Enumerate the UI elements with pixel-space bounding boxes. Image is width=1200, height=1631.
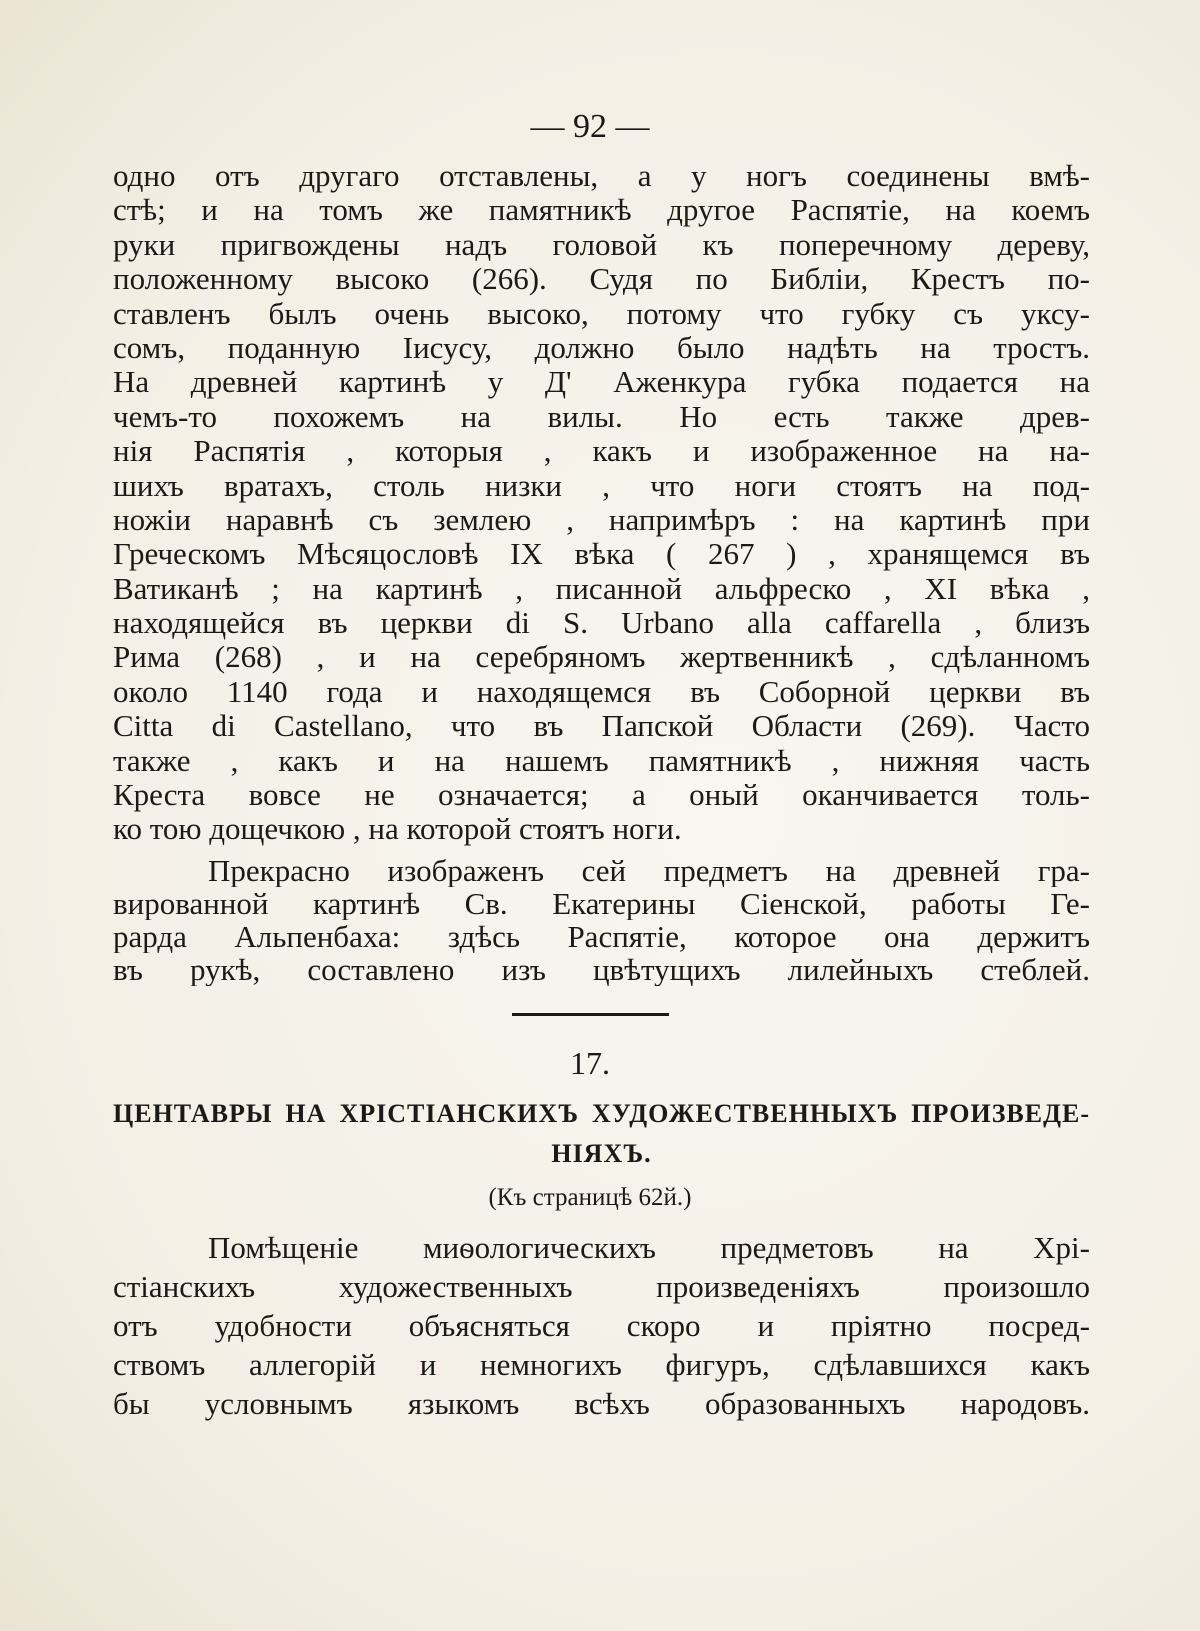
section-title-line-1: ЦЕНТАВРЫ НА ХРІСТІАНСКИХЪ ХУДОЖЕСТВЕННЫХЪ ПРОИЗВЕДЕ- <box>113 1099 1090 1128</box>
text-line: положенному высоко (266). Судя по Библіи, Крестъ по- <box>113 262 1090 297</box>
text-line: около 1140 года и находящемся въ Соборной церкви въ <box>113 674 1090 709</box>
paragraph-3 <box>113 1228 1090 1423</box>
section-title-line-2: НІЯХЪ. <box>551 1139 652 1168</box>
text-line: На древней картинѣ у Д' Аженкура губка подается на <box>113 365 1090 400</box>
text-line: нія Распятія , которыя , какъ и изображенное на на- <box>113 434 1090 469</box>
text-line: Креста вовсе не означается; а оный оканчивается толь- <box>113 778 1090 813</box>
text-line: сомъ, поданную Іисусу, должно было надѣть на тростъ. <box>113 330 1090 365</box>
text-line: одно отъ другаго отставлены, а у ногъ соединены вмѣ- <box>113 159 1090 193</box>
text-line: вированной картинѣ Св. Екатерины Сіенской, работы Ге- <box>113 887 1090 920</box>
text-line: руки пригвождены надъ головой къ поперечному дереву, <box>113 227 1090 262</box>
text-line: отъ удобности объясняться скоро и пріятно посред- <box>113 1308 1090 1343</box>
text-line: стѣ; и на томъ же памятникѣ другое Распятіе, на коемъ <box>113 193 1090 228</box>
text-line: также , какъ и на нашемъ памятникѣ , нижняя часть <box>113 743 1090 778</box>
text-line: бы условнымъ языкомъ всѣхъ образованныхъ народовъ. <box>113 1386 1090 1421</box>
text-line: ножіи наравнѣ съ землею , напримѣръ : на картинѣ при <box>113 502 1090 537</box>
text-line: Ватиканѣ ; на картинѣ , писанной альфреско , XI вѣка , <box>113 571 1090 606</box>
text-line: Помѣщеніе миѳологическихъ предметовъ на Хрі- <box>208 1230 1090 1265</box>
paragraph-2 <box>113 854 1090 986</box>
text-line: ко тою дощечкою , на которой стоятъ ноги. <box>113 812 682 847</box>
text-line: ствомъ аллегорій и немногихъ фигуръ, сдѣлавшихся какъ <box>113 1347 1090 1382</box>
text-line: чемъ-то похожемъ на вилы. Но есть также древ- <box>113 399 1090 434</box>
section-title <box>113 1094 1090 1174</box>
text-line: стіанскихъ художественныхъ произведеніяхъ произошло <box>113 1269 1090 1304</box>
text-line: находящейся въ церкви di S. Urbano alla caffarella , близъ <box>113 606 1090 641</box>
text-line: Прекрасно изображенъ сей предметъ на древней гра- <box>208 854 1090 887</box>
page-number: — 92 — <box>530 108 650 145</box>
text-line: ставленъ былъ очень высоко, потому что губку съ уксу- <box>113 296 1090 331</box>
paragraph-1 <box>113 159 1090 847</box>
text-line: шихъ вратахъ, столь низки , что ноги стоятъ на под- <box>113 468 1090 503</box>
text-line: Греческомъ Мѣсяцословѣ IX вѣка ( 267 ) , хранящемся въ <box>113 537 1090 572</box>
section-number: 17. <box>570 1045 610 1081</box>
text-line: Рима (268) , и на серебряномъ жертвенникѣ , сдѣланномъ <box>113 640 1090 675</box>
text-line: Citta di Castellano, что въ Папской Области (269). Часто <box>113 709 1090 744</box>
section-divider <box>512 1013 669 1016</box>
text-line: въ рукѣ, составлено изъ цвѣтущихъ лилейныхъ стеблей. <box>113 953 1090 986</box>
text-line: рарда Альпенбаха: здѣсь Распятіе, которое она держитъ <box>113 920 1090 953</box>
page-reference: (Къ страницѣ 62й.) <box>488 1184 692 1211</box>
